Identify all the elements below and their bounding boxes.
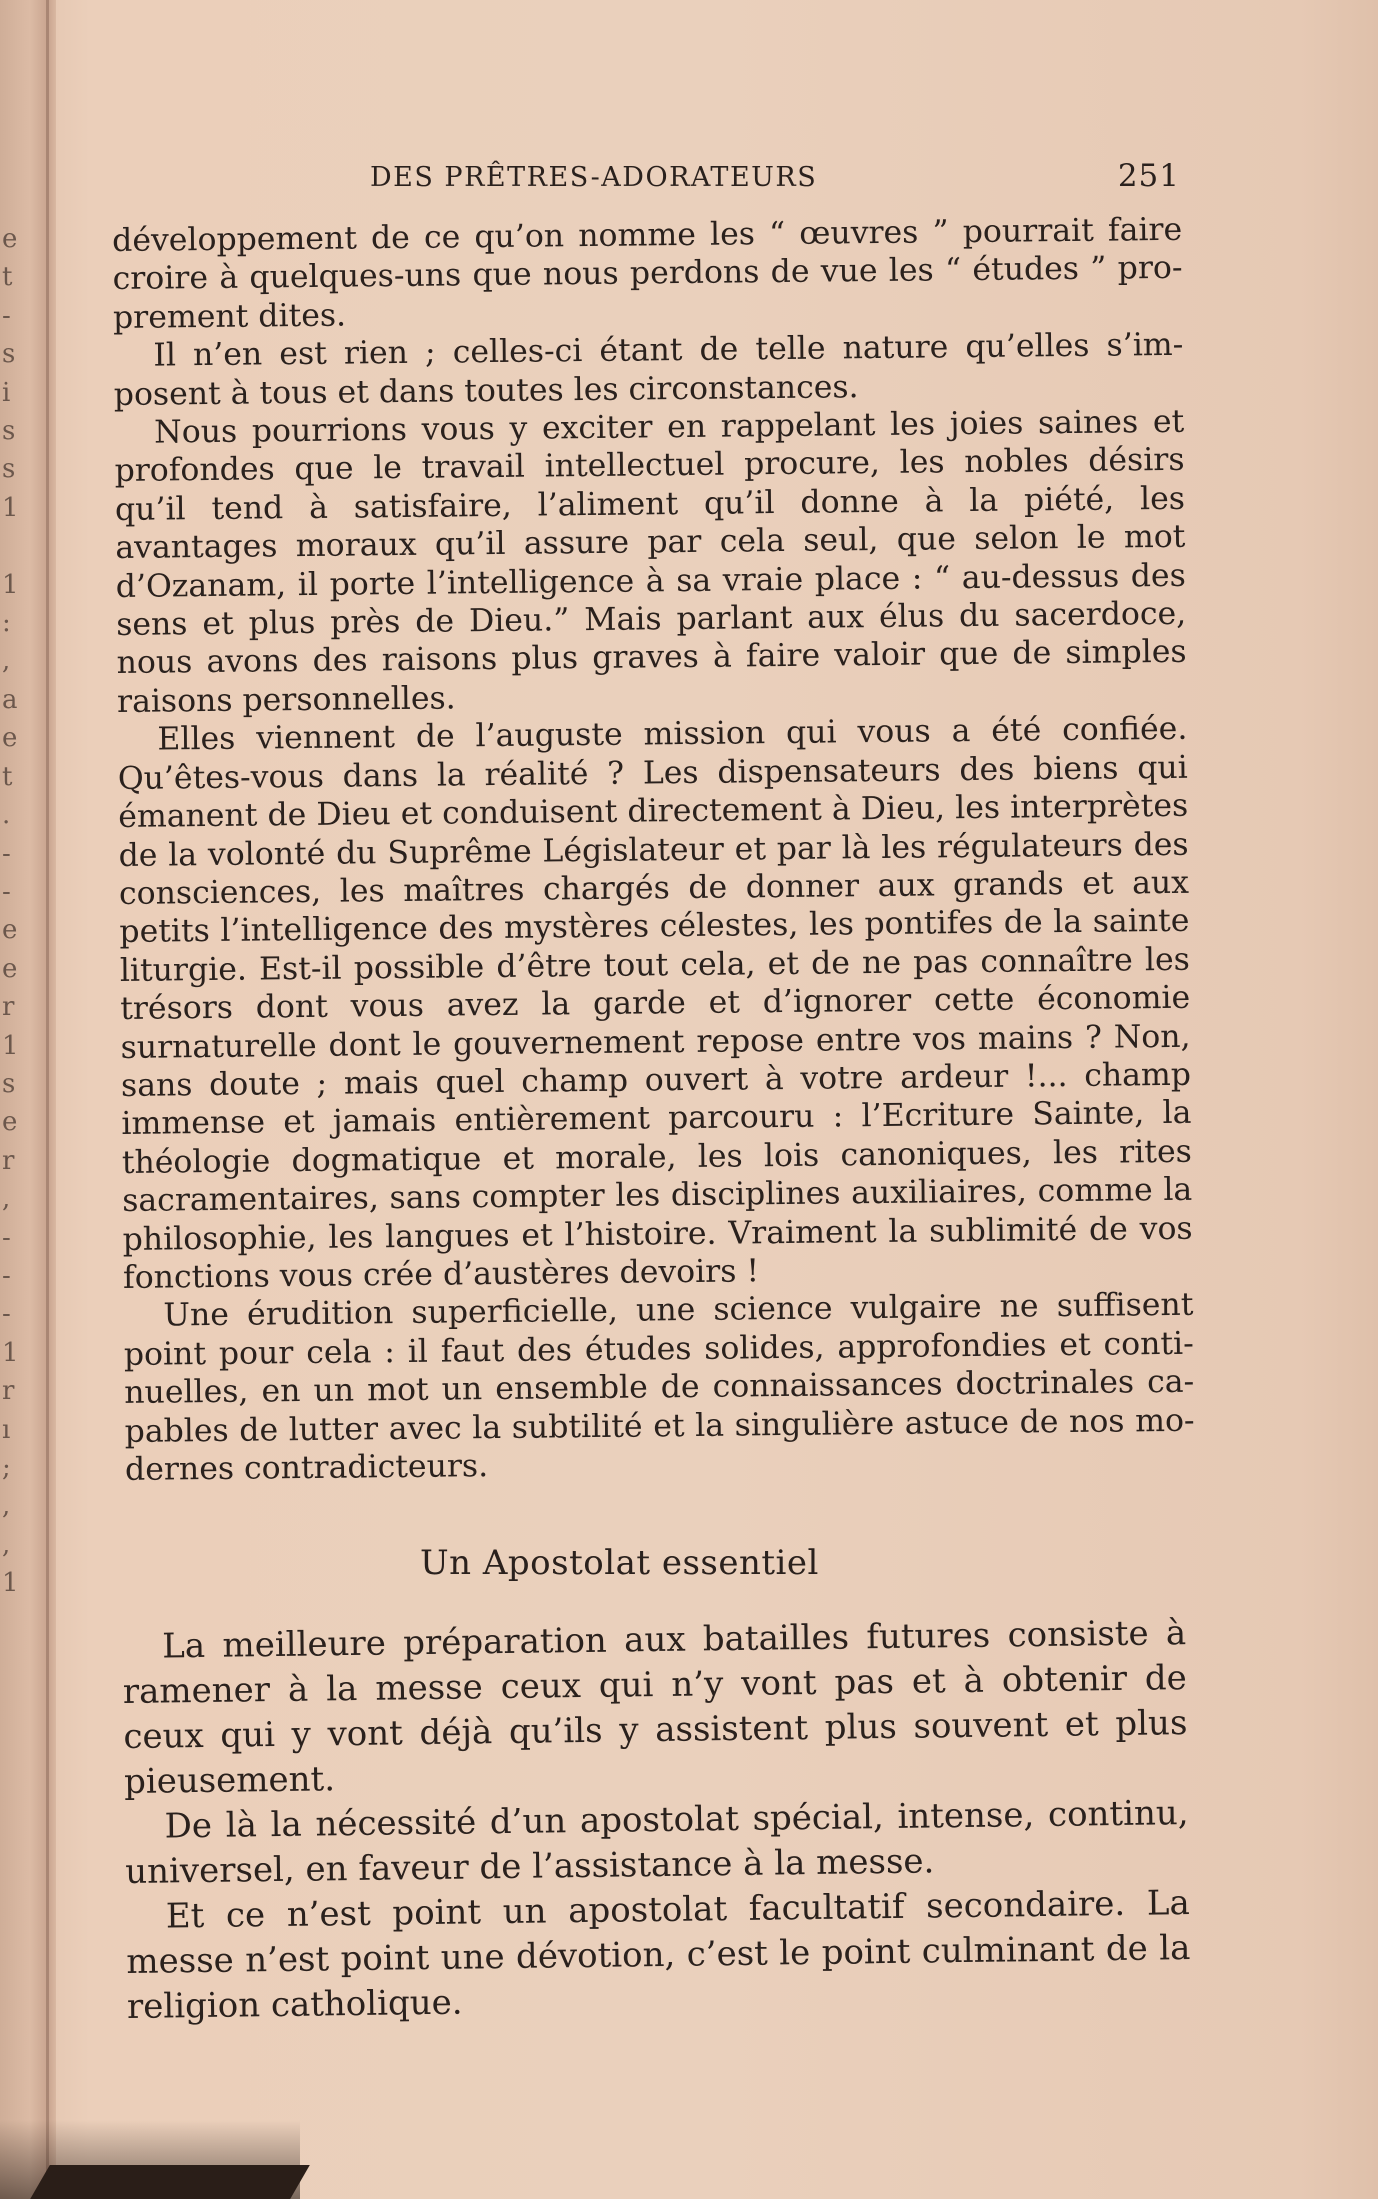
- paragraph-3: Nous pourrions vous y exciter en rappelant les joies saines et profondes que le travail intellectuel procure, les nobles désirs qu’il tend à satisfaire, l’aliment qu’il donne à la piété, les avantages moraux qu’il assure par cela seul, que selon le mot d’Ozanam, il porte l’intelligence à sa vraie place : “ au-dessus des sens et plus près de Dieu.” Mais parlant aux élus du sacerdoce, nous avons des raisons plus graves à faire valoir que de simples raisons personnelles.: [114, 403, 1187, 720]
- main-text-block: [112, 211, 1195, 1490]
- page-number: 251: [1117, 158, 1180, 194]
- section-paragraph-2: De là la nécessité d’un apostolat spécial, intense, continu, universel, en faveur de l’assistance à la messe.: [124, 1793, 1189, 1892]
- paragraph-5: Une érudition superficielle, une science vulgaire ne suffisent point pour cela : il faut des études solides, approfondies et continuelles, en un mot un ensemble de connaissances doctrinales capables de lutter avec la subtilité et la singulière astuce de nos modernes contradicteurs.: [123, 1287, 1195, 1488]
- opposite-page-bleed: e t - s i s s 1 1 : , a e t . - - e e r 1 s e r , - - - 1 r ı ; , , 1: [2, 224, 19, 1599]
- binding-gutter-line: [46, 0, 49, 2199]
- page-header: [370, 158, 1180, 202]
- section-text-block: [122, 1611, 1191, 2030]
- paragraph-2: Il n’en est rien ; celles-ci étant de telle nature qu’elles s’imposent à tous et dans toutes les circonstances.: [113, 327, 1184, 413]
- running-head: DES PRÊTRES-ADORATEURS: [370, 162, 818, 193]
- paragraph-4: Elles viennent de l’auguste mission qui vous a été confiée. Qu’êtes-vous dans la réalité ? Les dispensateurs des biens qui émanent de Dieu et conduisent directement à Dieu, les interprètes de la volonté du Suprême Législateur et par là les régulateurs des consciences, les maîtres chargés de donner aux grands et aux petits l’intelligence des mystères célestes, les pontifes de la sainte liturgie. Est-il possible d’être tout cela, et de ne pas connaître les trésors dont vous avez la garde et d’ignorer cette économie surnaturelle dont le gouvernement repose entre vos mains ? Non, sans doute ; mais quel champ ouvert à votre ardeur !... champ immense et jamais entièrement parcouru : l’Ecriture Sainte, la théologie dogmatique et morale, les lois canoniques, les rites sacramentaires, sans compter les disciplines auxiliaires, comme la philosophie, les langues et l’histoire. Vraiment la sublimité de vos fonctions vous crée d’austères devoirs !: [117, 711, 1193, 1296]
- section-paragraph-3: Et ce n’est point un apostolat facultatif secondaire. La messe n’est point une dévotion, c’est le point culminant de la religion catholique.: [126, 1883, 1191, 2027]
- section-heading: Un Apostolat essentiel: [420, 1543, 819, 1583]
- section-paragraph-1: La meilleure préparation aux batailles futures consiste à ramener à la messe ceux qui n’y vont pas et à obtenir de ceux qui y vont déjà qu’ils y assistent plus souvent et plus pieusement.: [122, 1613, 1188, 1802]
- bottom-corner-dark: [30, 2165, 310, 2199]
- paragraph-1: développement de ce qu’on nomme les “ œuvres ” pourrait faire croire à quelques-uns que nous perdons de vue les “ études ” proprement dites.: [112, 211, 1183, 336]
